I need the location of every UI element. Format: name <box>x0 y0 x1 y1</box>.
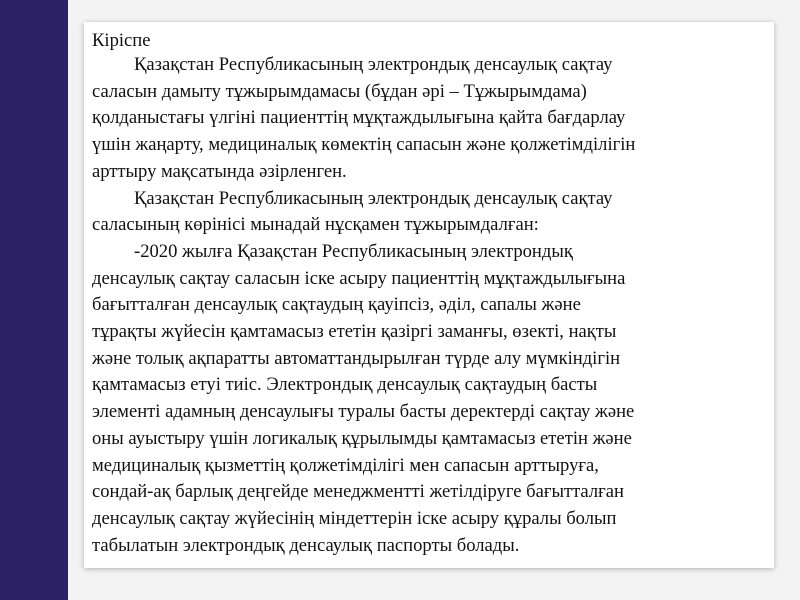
body-line: саласын дамыту тұжырымдамасы (бұдан әрі – Тұжырымдама) <box>92 80 587 102</box>
body-line: үшін жаңарту, медициналық көмектің сапасын және қолжетімділігін <box>92 134 636 156</box>
body-line: табылатын электрондық денсаулық паспорты болады. <box>92 534 520 556</box>
body-line: -2020 жылға Қазақстан Республикасының электрондық <box>134 240 573 262</box>
body-line: сондай-ақ барлық деңгейде менеджментті жетілдіруге бағытталған <box>92 481 624 503</box>
body-line: арттыру мақсатында әзірленген. <box>92 160 347 182</box>
document-body <box>92 52 774 559</box>
body-line: бағытталған денсаулық сақтаудың қауіпсіз, әділ, сапалы және <box>92 294 581 316</box>
body-line: оны ауыстыру үшін логикалық құрылымды қамтамасыз ететін және <box>92 427 632 449</box>
body-line: элементі адамның денсаулығы туралы басты деректерді сақтау және <box>92 401 635 423</box>
body-line: Қазақстан Республикасының электрондық денсаулық сақтау <box>134 187 613 209</box>
left-accent-bar <box>0 0 68 600</box>
body-line: тұрақты жүйесін қамтамасыз ететін қазіргі заманғы, өзекті, нақты <box>92 321 617 343</box>
document-title: Кіріспе <box>92 30 151 51</box>
body-line: саласының көрінісі мынадай нұсқамен тұжырымдалған: <box>92 214 539 236</box>
body-line: денсаулық сақтау саласын іске асыру пациенттің мұқтаждылығына <box>92 267 626 289</box>
body-line: денсаулық сақтау жүйесінің міндеттерін іске асыру құралы болып <box>92 507 617 529</box>
text-card <box>84 22 774 568</box>
body-line: Қазақстан Республикасының электрондық денсаулық сақтау <box>134 54 613 75</box>
body-line: қолданыстағы үлгіні пациенттің мұқтаждылығына қайта бағдарлау <box>92 107 626 129</box>
body-line: қамтамасыз етуі тиіс. Электрондық денсаулық сақтаудың басты <box>92 374 598 396</box>
body-line: медициналық қызметтің қолжетімділігі мен сапасын арттыруға, <box>92 454 599 476</box>
body-line: және толық ақпаратты автоматтандырылған түрде алу мүмкіндігін <box>92 347 621 369</box>
